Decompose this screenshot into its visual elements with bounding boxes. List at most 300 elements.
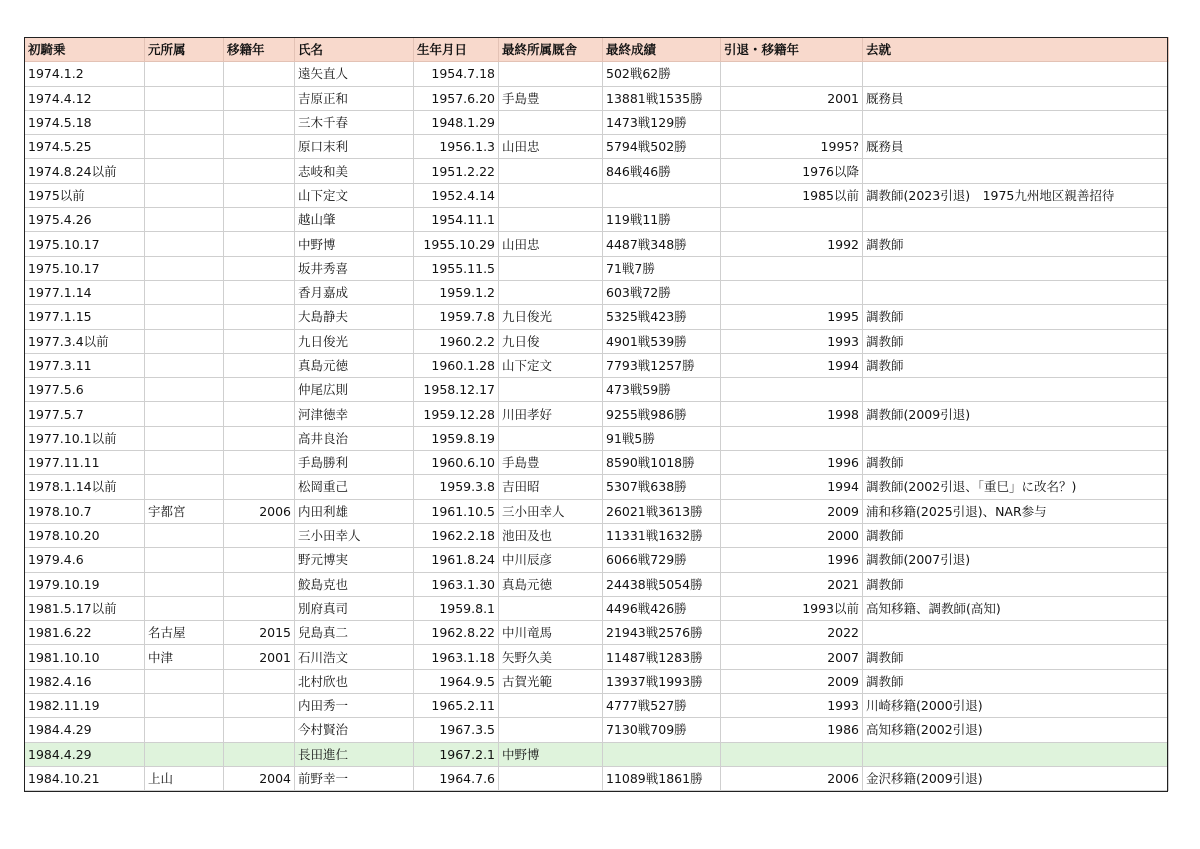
col-name: 氏名: [295, 38, 414, 62]
cell-record: 5307戦638勝: [603, 475, 721, 499]
cell-name: 今村賢治: [295, 718, 414, 742]
cell-retire-year: [721, 280, 863, 304]
cell-after: 調教師: [863, 523, 1169, 547]
col-after: 去就: [863, 38, 1169, 62]
col-retire-year: 引退・移籍年: [721, 38, 863, 62]
cell-name: 三木千春: [295, 110, 414, 134]
cell-stable: [499, 596, 603, 620]
cell-stable: [499, 766, 603, 790]
cell-name: 手島勝利: [295, 451, 414, 475]
cell-origin: [145, 596, 224, 620]
col-record: 最終成績: [603, 38, 721, 62]
cell-origin: [145, 329, 224, 353]
cell-origin: [145, 280, 224, 304]
cell-record: 11089戦1861勝: [603, 766, 721, 790]
cell-after: [863, 208, 1169, 232]
cell-name: 大島静夫: [295, 305, 414, 329]
cell-stable: [499, 183, 603, 207]
cell-record: 21943戦2576勝: [603, 621, 721, 645]
cell-debut: 1984.4.29: [25, 718, 145, 742]
cell-retire-year: 2009: [721, 669, 863, 693]
cell-record: 13881戦1535勝: [603, 86, 721, 110]
cell-origin: [145, 742, 224, 766]
cell-birthdate: 1963.1.30: [414, 572, 499, 596]
col-origin: 元所属: [145, 38, 224, 62]
cell-after: 調教師: [863, 353, 1169, 377]
table-row: [25, 499, 1169, 523]
cell-transfer-year: [224, 475, 295, 499]
table-row: [25, 208, 1169, 232]
cell-debut: 1977.10.1以前: [25, 426, 145, 450]
cell-stable: 中川竜馬: [499, 621, 603, 645]
cell-birthdate: 1959.8.19: [414, 426, 499, 450]
cell-retire-year: 1994: [721, 475, 863, 499]
cell-stable: [499, 62, 603, 86]
cell-stable: 中川辰彦: [499, 548, 603, 572]
cell-name: 野元博実: [295, 548, 414, 572]
cell-retire-year: 2022: [721, 621, 863, 645]
cell-birthdate: 1955.10.29: [414, 232, 499, 256]
cell-birthdate: 1963.1.18: [414, 645, 499, 669]
cell-stable: [499, 110, 603, 134]
cell-debut: 1977.1.14: [25, 280, 145, 304]
cell-name: 松岡重己: [295, 475, 414, 499]
cell-retire-year: 2021: [721, 572, 863, 596]
cell-record: 13937戦1993勝: [603, 669, 721, 693]
cell-record: [603, 183, 721, 207]
cell-retire-year: 1976以降: [721, 159, 863, 183]
cell-stable: 中野博: [499, 742, 603, 766]
cell-stable: 三小田幸人: [499, 499, 603, 523]
header-row: [25, 38, 1169, 62]
cell-stable: [499, 378, 603, 402]
cell-debut: 1974.4.12: [25, 86, 145, 110]
cell-name: 仲尾広則: [295, 378, 414, 402]
cell-after: 調教師: [863, 329, 1169, 353]
cell-stable: [499, 426, 603, 450]
cell-debut: 1979.10.19: [25, 572, 145, 596]
cell-after: 浦和移籍(2025引退)、NAR参与: [863, 499, 1169, 523]
cell-retire-year: [721, 378, 863, 402]
table-row: [25, 718, 1169, 742]
cell-birthdate: 1962.2.18: [414, 523, 499, 547]
cell-retire-year: 1996: [721, 451, 863, 475]
cell-record: 71戦7勝: [603, 256, 721, 280]
cell-birthdate: 1967.2.1: [414, 742, 499, 766]
cell-after: 調教師: [863, 305, 1169, 329]
cell-stable: 山田忠: [499, 232, 603, 256]
cell-birthdate: 1957.6.20: [414, 86, 499, 110]
cell-transfer-year: [224, 305, 295, 329]
cell-birthdate: 1959.1.2: [414, 280, 499, 304]
cell-transfer-year: [224, 208, 295, 232]
cell-after: [863, 280, 1169, 304]
cell-record: 91戦5勝: [603, 426, 721, 450]
cell-origin: [145, 718, 224, 742]
table-row: [25, 110, 1169, 134]
cell-stable: 手島豊: [499, 451, 603, 475]
table-row: [25, 86, 1169, 110]
cell-origin: [145, 353, 224, 377]
cell-retire-year: [721, 110, 863, 134]
cell-retire-year: 2006: [721, 766, 863, 790]
cell-transfer-year: [224, 548, 295, 572]
cell-retire-year: 2009: [721, 499, 863, 523]
table-row: [25, 523, 1169, 547]
cell-birthdate: 1952.4.14: [414, 183, 499, 207]
cell-origin: [145, 426, 224, 450]
cell-transfer-year: [224, 451, 295, 475]
cell-name: 石川浩文: [295, 645, 414, 669]
cell-retire-year: 1986: [721, 718, 863, 742]
cell-birthdate: 1961.8.24: [414, 548, 499, 572]
cell-name: 九日俊光: [295, 329, 414, 353]
cell-origin: [145, 183, 224, 207]
table-row: [25, 645, 1169, 669]
cell-record: [603, 742, 721, 766]
table-row: [25, 135, 1169, 159]
cell-retire-year: 1996: [721, 548, 863, 572]
cell-stable: 古賀光範: [499, 669, 603, 693]
cell-birthdate: 1960.2.2: [414, 329, 499, 353]
cell-origin: [145, 110, 224, 134]
cell-after: 高知移籍、調教師(高知): [863, 596, 1169, 620]
cell-origin: [145, 86, 224, 110]
cell-after: 川崎移籍(2000引退): [863, 694, 1169, 718]
cell-debut: 1982.4.16: [25, 669, 145, 693]
cell-record: 11487戦1283勝: [603, 645, 721, 669]
table-row: [25, 329, 1169, 353]
cell-after: 調教師: [863, 572, 1169, 596]
cell-birthdate: 1967.3.5: [414, 718, 499, 742]
cell-birthdate: 1954.7.18: [414, 62, 499, 86]
cell-debut: 1975.10.17: [25, 232, 145, 256]
cell-transfer-year: [224, 742, 295, 766]
cell-transfer-year: [224, 718, 295, 742]
cell-record: 4487戦348勝: [603, 232, 721, 256]
cell-stable: [499, 694, 603, 718]
table-row: [25, 159, 1169, 183]
cell-stable: [499, 208, 603, 232]
cell-name: 香月嘉成: [295, 280, 414, 304]
cell-birthdate: 1951.2.22: [414, 159, 499, 183]
cell-after: [863, 742, 1169, 766]
cell-transfer-year: [224, 353, 295, 377]
cell-debut: 1974.5.18: [25, 110, 145, 134]
cell-name: 高井良治: [295, 426, 414, 450]
cell-name: 三小田幸人: [295, 523, 414, 547]
cell-origin: [145, 62, 224, 86]
cell-birthdate: 1958.12.17: [414, 378, 499, 402]
cell-origin: [145, 232, 224, 256]
cell-stable: 手島豊: [499, 86, 603, 110]
table-row: [25, 232, 1169, 256]
cell-debut: 1974.5.25: [25, 135, 145, 159]
cell-stable: 川田孝好: [499, 402, 603, 426]
cell-debut: 1979.4.6: [25, 548, 145, 572]
cell-record: 24438戦5054勝: [603, 572, 721, 596]
cell-debut: 1975.10.17: [25, 256, 145, 280]
cell-name: 坂井秀喜: [295, 256, 414, 280]
cell-stable: [499, 256, 603, 280]
cell-after: 調教師(2009引退): [863, 402, 1169, 426]
cell-after: [863, 426, 1169, 450]
table-row: [25, 766, 1169, 790]
cell-record: 1473戦129勝: [603, 110, 721, 134]
cell-debut: 1975以前: [25, 183, 145, 207]
cell-record: 473戦59勝: [603, 378, 721, 402]
cell-debut: 1977.11.11: [25, 451, 145, 475]
cell-transfer-year: [224, 669, 295, 693]
cell-birthdate: 1959.7.8: [414, 305, 499, 329]
table-row: [25, 305, 1169, 329]
cell-birthdate: 1962.8.22: [414, 621, 499, 645]
cell-origin: [145, 159, 224, 183]
cell-name: 山下定文: [295, 183, 414, 207]
cell-stable: 九日俊: [499, 329, 603, 353]
cell-name: 別府真司: [295, 596, 414, 620]
cell-after: 調教師: [863, 232, 1169, 256]
cell-origin: [145, 523, 224, 547]
cell-debut: 1978.1.14以前: [25, 475, 145, 499]
cell-stable: 矢野久美: [499, 645, 603, 669]
col-transfer-year: 移籍年: [224, 38, 295, 62]
cell-transfer-year: [224, 402, 295, 426]
cell-stable: [499, 280, 603, 304]
cell-record: 8590戦1018勝: [603, 451, 721, 475]
cell-record: 502戦62勝: [603, 62, 721, 86]
cell-debut: 1978.10.20: [25, 523, 145, 547]
cell-name: 鮫島克也: [295, 572, 414, 596]
cell-debut: 1981.5.17以前: [25, 596, 145, 620]
cell-retire-year: [721, 256, 863, 280]
cell-after: 金沢移籍(2009引退): [863, 766, 1169, 790]
cell-origin: [145, 402, 224, 426]
col-birthdate: 生年月日: [414, 38, 499, 62]
cell-transfer-year: [224, 110, 295, 134]
cell-transfer-year: [224, 523, 295, 547]
cell-origin: [145, 208, 224, 232]
cell-retire-year: 1993: [721, 694, 863, 718]
cell-debut: 1984.10.21: [25, 766, 145, 790]
cell-birthdate: 1948.1.29: [414, 110, 499, 134]
cell-record: 6066戦729勝: [603, 548, 721, 572]
cell-debut: 1974.1.2: [25, 62, 145, 86]
cell-transfer-year: [224, 329, 295, 353]
cell-debut: 1981.6.22: [25, 621, 145, 645]
cell-after: 調教師: [863, 645, 1169, 669]
cell-retire-year: 1993以前: [721, 596, 863, 620]
cell-origin: [145, 548, 224, 572]
cell-retire-year: [721, 208, 863, 232]
cell-origin: 上山: [145, 766, 224, 790]
cell-record: 603戦72勝: [603, 280, 721, 304]
cell-record: 119戦11勝: [603, 208, 721, 232]
cell-retire-year: 1985以前: [721, 183, 863, 207]
cell-after: 厩務員: [863, 135, 1169, 159]
cell-after: 調教師: [863, 451, 1169, 475]
cell-birthdate: 1964.7.6: [414, 766, 499, 790]
cell-name: 兒島真二: [295, 621, 414, 645]
cell-retire-year: [721, 62, 863, 86]
cell-birthdate: 1959.3.8: [414, 475, 499, 499]
cell-name: 越山肇: [295, 208, 414, 232]
cell-retire-year: 1995: [721, 305, 863, 329]
cell-retire-year: 2001: [721, 86, 863, 110]
cell-after: [863, 110, 1169, 134]
cell-retire-year: 1993: [721, 329, 863, 353]
cell-record: 11331戦1632勝: [603, 523, 721, 547]
cell-stable: 吉田昭: [499, 475, 603, 499]
table-row: [25, 694, 1169, 718]
cell-transfer-year: [224, 572, 295, 596]
table-row: [25, 183, 1169, 207]
cell-debut: 1977.5.7: [25, 402, 145, 426]
table-row: [25, 353, 1169, 377]
cell-transfer-year: [224, 280, 295, 304]
cell-name: 内田秀一: [295, 694, 414, 718]
cell-debut: 1977.5.6: [25, 378, 145, 402]
cell-debut: 1977.3.4以前: [25, 329, 145, 353]
cell-debut: 1982.11.19: [25, 694, 145, 718]
cell-birthdate: 1956.1.3: [414, 135, 499, 159]
cell-transfer-year: 2004: [224, 766, 295, 790]
cell-debut: 1977.1.15: [25, 305, 145, 329]
cell-retire-year: 1992: [721, 232, 863, 256]
cell-record: 4901戦539勝: [603, 329, 721, 353]
cell-stable: [499, 718, 603, 742]
cell-origin: 宇都宮: [145, 499, 224, 523]
cell-origin: [145, 451, 224, 475]
cell-record: 5325戦423勝: [603, 305, 721, 329]
cell-birthdate: 1961.10.5: [414, 499, 499, 523]
table-row: [25, 596, 1169, 620]
cell-retire-year: 2007: [721, 645, 863, 669]
cell-stable: 九日俊光: [499, 305, 603, 329]
cell-transfer-year: 2006: [224, 499, 295, 523]
table-row: [25, 426, 1169, 450]
cell-record: 4777戦527勝: [603, 694, 721, 718]
cell-stable: [499, 159, 603, 183]
table-row: [25, 62, 1169, 86]
cell-after: 調教師: [863, 669, 1169, 693]
col-debut: 初騎乗: [25, 38, 145, 62]
cell-origin: [145, 694, 224, 718]
table-row: [25, 572, 1169, 596]
table-row: [25, 378, 1169, 402]
cell-birthdate: 1959.8.1: [414, 596, 499, 620]
cell-after: 調教師(2002引退、「重巳」に改名？): [863, 475, 1169, 499]
cell-retire-year: 2000: [721, 523, 863, 547]
cell-transfer-year: 2015: [224, 621, 295, 645]
cell-birthdate: 1960.6.10: [414, 451, 499, 475]
cell-transfer-year: [224, 426, 295, 450]
table-row-highlighted: [25, 742, 1169, 766]
cell-retire-year: [721, 742, 863, 766]
cell-retire-year: 1998: [721, 402, 863, 426]
cell-after: 調教師(2023引退) 1975九州地区親善招待: [863, 183, 1169, 207]
cell-after: 調教師(2007引退): [863, 548, 1169, 572]
cell-birthdate: 1959.12.28: [414, 402, 499, 426]
cell-transfer-year: [224, 183, 295, 207]
cell-name: 中野博: [295, 232, 414, 256]
cell-birthdate: 1965.2.11: [414, 694, 499, 718]
cell-transfer-year: [224, 596, 295, 620]
cell-birthdate: 1954.11.1: [414, 208, 499, 232]
cell-origin: 名古屋: [145, 621, 224, 645]
cell-record: 4496戦426勝: [603, 596, 721, 620]
cell-record: 26021戦3613勝: [603, 499, 721, 523]
cell-transfer-year: [224, 256, 295, 280]
cell-transfer-year: 2001: [224, 645, 295, 669]
table-row: [25, 256, 1169, 280]
cell-name: 前野幸一: [295, 766, 414, 790]
cell-stable: 真島元徳: [499, 572, 603, 596]
cell-name: 河津徳幸: [295, 402, 414, 426]
cell-transfer-year: [224, 232, 295, 256]
cell-after: 高知移籍(2002引退): [863, 718, 1169, 742]
table-row: [25, 402, 1169, 426]
cell-birthdate: 1955.11.5: [414, 256, 499, 280]
cell-name: 原口末利: [295, 135, 414, 159]
cell-record: 846戦46勝: [603, 159, 721, 183]
cell-stable: 山下定文: [499, 353, 603, 377]
cell-retire-year: [721, 426, 863, 450]
jockey-table: [24, 37, 1169, 791]
cell-transfer-year: [224, 135, 295, 159]
table-row: [25, 451, 1169, 475]
cell-after: [863, 378, 1169, 402]
cell-origin: [145, 378, 224, 402]
cell-transfer-year: [224, 159, 295, 183]
table-row: [25, 548, 1169, 572]
cell-origin: 中津: [145, 645, 224, 669]
cell-record: 9255戦986勝: [603, 402, 721, 426]
cell-after: [863, 621, 1169, 645]
table-row: [25, 621, 1169, 645]
cell-stable: 池田及也: [499, 523, 603, 547]
cell-origin: [145, 135, 224, 159]
cell-origin: [145, 572, 224, 596]
cell-name: 真島元徳: [295, 353, 414, 377]
table-row: [25, 669, 1169, 693]
cell-record: 7793戦1257勝: [603, 353, 721, 377]
table-row: [25, 280, 1169, 304]
cell-debut: 1977.3.11: [25, 353, 145, 377]
cell-transfer-year: [224, 86, 295, 110]
cell-debut: 1974.8.24以前: [25, 159, 145, 183]
cell-stable: 山田忠: [499, 135, 603, 159]
cell-retire-year: 1995?: [721, 135, 863, 159]
cell-origin: [145, 305, 224, 329]
cell-origin: [145, 475, 224, 499]
cell-transfer-year: [224, 62, 295, 86]
cell-retire-year: 1994: [721, 353, 863, 377]
cell-birthdate: 1964.9.5: [414, 669, 499, 693]
cell-name: 内田利雄: [295, 499, 414, 523]
cell-birthdate: 1960.1.28: [414, 353, 499, 377]
table-row: [25, 475, 1169, 499]
cell-after: [863, 256, 1169, 280]
cell-name: 吉原正和: [295, 86, 414, 110]
cell-origin: [145, 669, 224, 693]
cell-debut: 1984.4.29: [25, 742, 145, 766]
cell-name: 北村欣也: [295, 669, 414, 693]
cell-origin: [145, 256, 224, 280]
cell-debut: 1978.10.7: [25, 499, 145, 523]
col-stable: 最終所属厩舎: [499, 38, 603, 62]
cell-after: [863, 62, 1169, 86]
